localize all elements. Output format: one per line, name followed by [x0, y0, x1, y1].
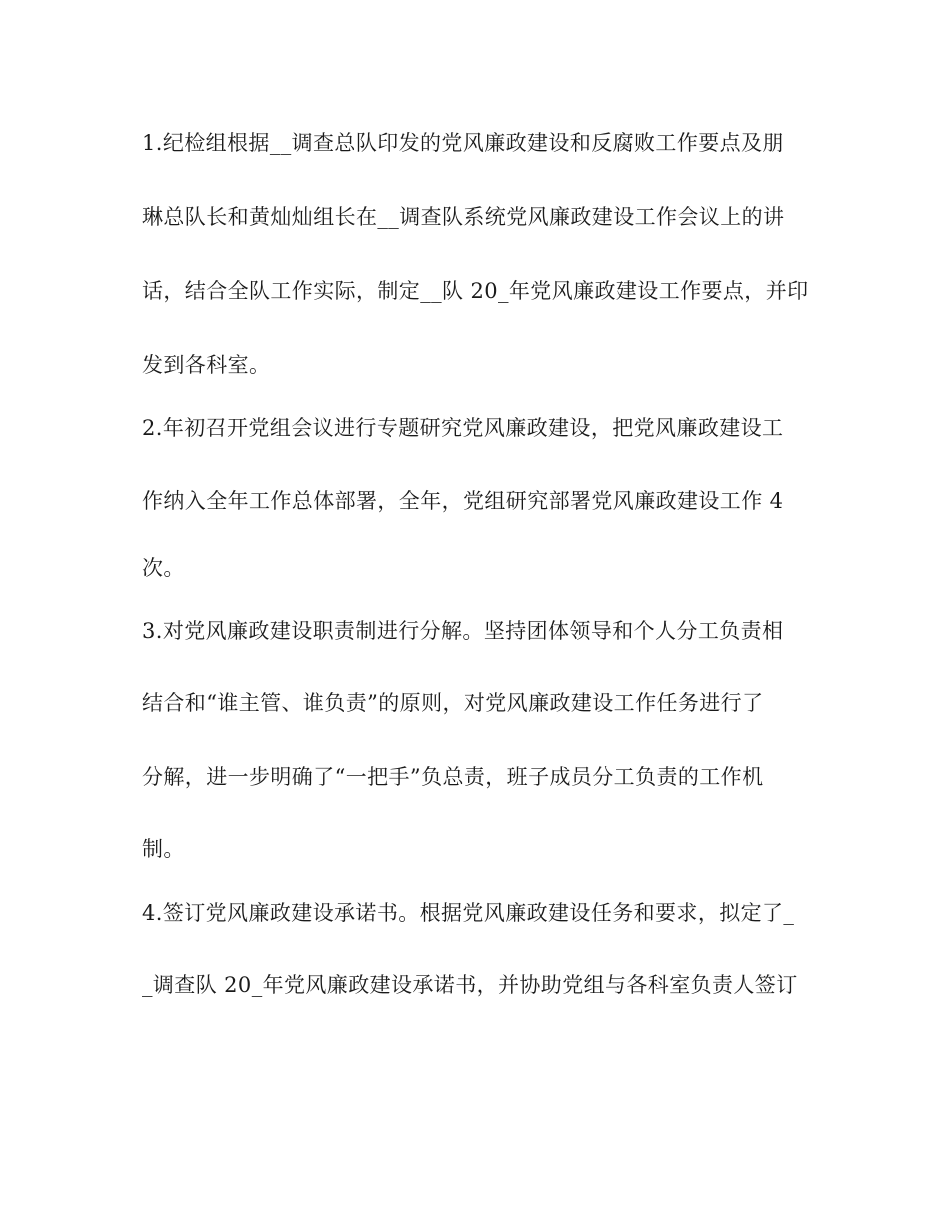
- paragraph-3-line-2: 结合和“谁主管、谁负责”的原则，对党风廉政建设工作任务进行了: [142, 691, 764, 715]
- paragraph-4-line-1: 4.签订党风廉政建设承诺书。根据党风廉政建设任务和要求，拟定了_: [142, 901, 795, 925]
- paragraph-1-line-1: 1.纪检组根据__调查总队印发的党风廉政建设和反腐败工作要点及朋: [142, 131, 784, 155]
- paragraph-2-line-1: 2.年初召开党组会议进行专题研究党风廉政建设，把党风廉政建设工: [142, 416, 784, 440]
- paragraph-3-line-1: 3.对党风廉政建设职责制进行分解。坚持团体领导和个人分工负责相: [142, 619, 784, 643]
- paragraph-1-line-4: 发到各科室。: [142, 353, 271, 377]
- paragraph-4-line-2: _调查队 20_年党风廉政建设承诺书，并协助党组与各科室负责人签订: [142, 973, 798, 997]
- paragraph-1-line-2: 琳总队长和黄灿灿组长在__调查队系统党风廉政建设工作会议上的讲: [142, 205, 785, 229]
- paragraph-3-line-3: 分解，进一步明确了“一把手”负总责，班子成员分工负责的工作机: [142, 765, 764, 789]
- paragraph-3-line-4: 制。: [142, 837, 185, 861]
- paragraph-2-line-2: 作纳入全年工作总体部署，全年，党组研究部署党风廉政建设工作 4: [142, 489, 784, 513]
- paragraph-2-line-3: 次。: [142, 556, 185, 580]
- paragraph-1-line-3: 话，结合全队工作实际，制定__队 20_年党风廉政建设工作要点，并印: [142, 279, 809, 303]
